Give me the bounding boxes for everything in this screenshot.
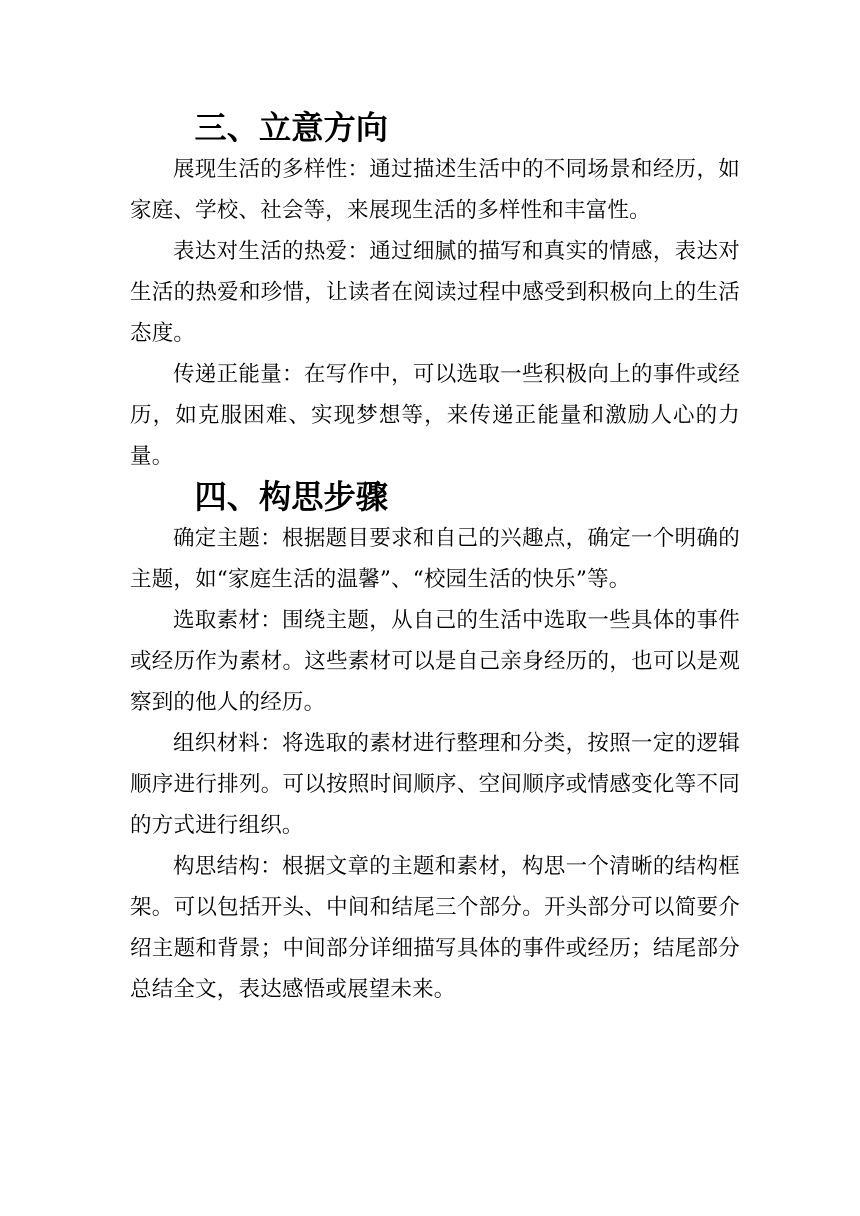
paragraph-diversity: 展现生活的多样性：通过描述生活中的不同场景和经历，如家庭、学校、社会等，来展现生活的多样性和丰富性。 [130,157,740,223]
paragraph-determine-theme: 确定主题：根据题目要求和自己的兴趣点，确定一个明确的主题，如“家庭生活的温馨”、“校园生活的快乐”等。 [130,526,740,592]
paragraph-organize-material: 组织材料：将选取的素材进行整理和分类，按照一定的逻辑顺序进行排列。可以按照时间顺序、空间顺序或情感变化等不同的方式进行组织。 [130,731,740,838]
section-heading-3: 三、立意方向 [194,109,388,147]
section-heading-4: 四、构思步骤 [194,478,388,516]
paragraph-love-of-life: 表达对生活的热爱：通过细腻的描写和真实的情感，表达对生活的热爱和珍惜，让读者在阅读过程中感受到积极向上的生活态度。 [130,239,740,346]
document-page [130,108,740,1010]
paragraph-positive-energy: 传递正能量：在写作中，可以选取一些积极向上的事件或经历，如克服困难、实现梦想等，来传递正能量和激励人心的力量。 [130,362,740,469]
paragraph-select-material: 选取素材：围绕主题，从自己的生活中选取一些具体的事件或经历作为素材。这些素材可以是自己亲身经历的，也可以是观察到的他人的经历。 [130,608,740,715]
paragraph-structure: 构思结构：根据文章的主题和素材，构思一个清晰的结构框架。可以包括开头、中间和结尾三个部分。开头部分可以简要介绍主题和背景；中间部分详细描写具体的事件或经历；结尾部分总结全文，表达感悟或展望未来。 [130,854,740,1002]
